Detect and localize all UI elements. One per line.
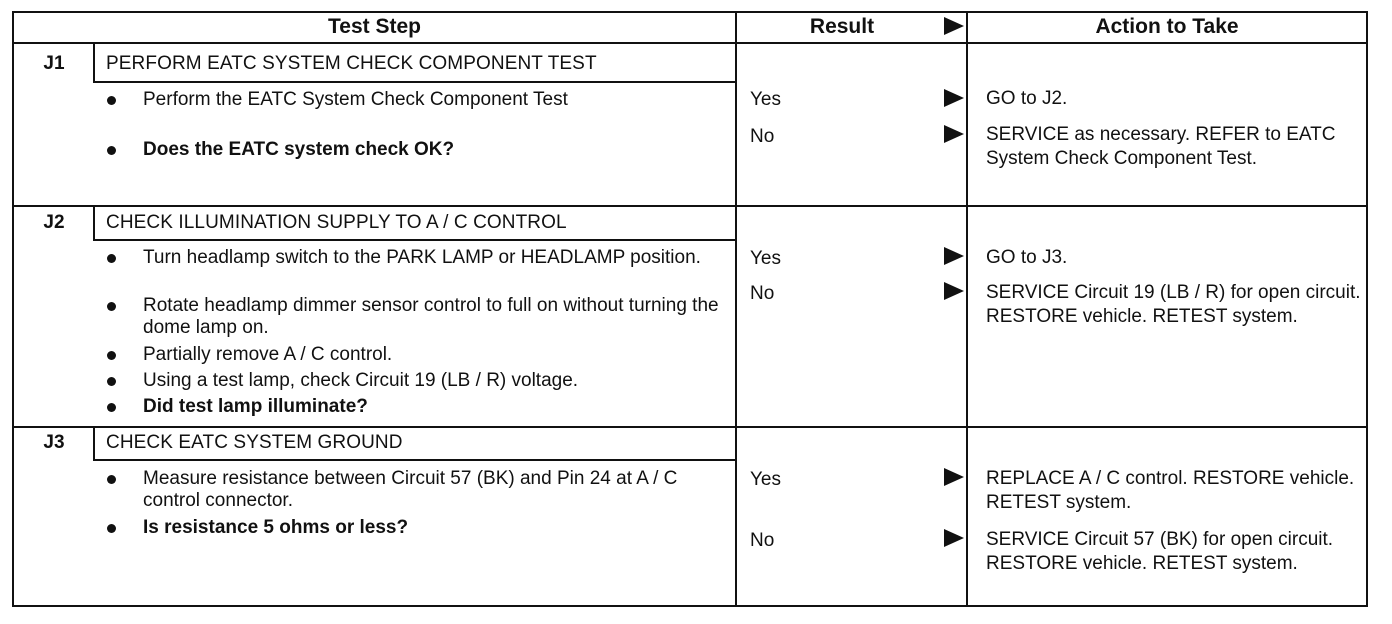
result-j1-yes: Yes: [750, 89, 781, 110]
row-divider-j3: [12, 426, 1368, 428]
arrow-right-icon: [944, 125, 964, 143]
bullet-icon: [107, 351, 116, 360]
table-bottom-border: [12, 605, 1368, 607]
action-j1-yes: GO to J2.: [986, 88, 1068, 109]
bullet-icon: [107, 377, 116, 386]
header-bottom-border: [12, 42, 1368, 44]
action-j2-yes: GO to J3.: [986, 247, 1068, 268]
bullet-icon: [107, 96, 116, 105]
step-id-j2: J2: [43, 212, 65, 233]
step-title-j3: CHECK EATC SYSTEM GROUND: [106, 432, 403, 453]
step-j3-bullet-1: Measure resistance between Circuit 57 (BK) and Pin 24 at A / C control connector.: [143, 468, 723, 512]
result-j2-no: No: [750, 283, 775, 304]
step-j2-bullet-2: Rotate headlamp dimmer sensor control to full on without turning the dome lamp on.: [143, 295, 723, 339]
bullet-icon: [107, 302, 116, 311]
action-j3-no: SERVICE Circuit 57 (BK) for open circuit. RESTORE vehicle. RETEST system.: [986, 529, 1334, 574]
header-result: Result: [809, 15, 875, 38]
bullet-icon: [107, 475, 116, 484]
bullet-icon: [107, 146, 116, 155]
action-j1-no: SERVICE as necessary. REFER to EATC System Check Component Test.: [986, 124, 1336, 169]
step-id-j3: J3: [43, 432, 65, 453]
header-arrow-icon: [944, 17, 964, 35]
result-j2-yes: Yes: [750, 248, 781, 269]
header-action: Action to Take: [1095, 15, 1239, 38]
j3-title-underline: [93, 459, 735, 461]
row-divider-j2: [12, 205, 1368, 207]
bullet-icon: [107, 524, 116, 533]
step-j2-bullet-4: Using a test lamp, check Circuit 19 (LB / R) voltage.: [143, 370, 723, 392]
arrow-right-icon: [944, 468, 964, 486]
result-j1-no: No: [750, 126, 775, 147]
action-j2-no: SERVICE Circuit 19 (LB / R) for open circuit. RESTORE vehicle. RETEST system.: [986, 282, 1361, 327]
table-left-border: [12, 11, 14, 607]
header-test-step: Test Step: [328, 15, 421, 38]
step-j2-bullet-5: Did test lamp illuminate?: [143, 396, 723, 418]
step-title-j1: PERFORM EATC SYSTEM CHECK COMPONENT TEST: [106, 53, 597, 74]
j2-title-underline: [93, 239, 735, 241]
result-j3-yes: Yes: [750, 469, 781, 490]
step-j2-bullet-3: Partially remove A / C control.: [143, 344, 723, 366]
step-title-j2: CHECK ILLUMINATION SUPPLY TO A / C CONTROL: [106, 212, 567, 233]
step-j2-bullet-1: Turn headlamp switch to the PARK LAMP or HEADLAMP position.: [143, 247, 723, 269]
arrow-right-icon: [944, 89, 964, 107]
j1-title-underline: [93, 81, 735, 83]
action-j3-yes: REPLACE A / C control. RESTORE vehicle. RETEST system.: [986, 468, 1355, 513]
step-j1-bullet-2: Does the EATC system check OK?: [143, 139, 723, 161]
bullet-icon: [107, 403, 116, 412]
step-id-j1: J1: [43, 53, 65, 74]
arrow-right-icon: [944, 247, 964, 265]
bullet-icon: [107, 254, 116, 263]
arrow-right-icon: [944, 282, 964, 300]
arrow-right-icon: [944, 529, 964, 547]
step-j3-bullet-2: Is resistance 5 ohms or less?: [143, 517, 723, 539]
step-j1-bullet-1: Perform the EATC System Check Component Test: [143, 89, 723, 111]
column-divider-action: [966, 11, 968, 607]
result-j3-no: No: [750, 530, 775, 551]
column-divider-result: [735, 11, 737, 607]
